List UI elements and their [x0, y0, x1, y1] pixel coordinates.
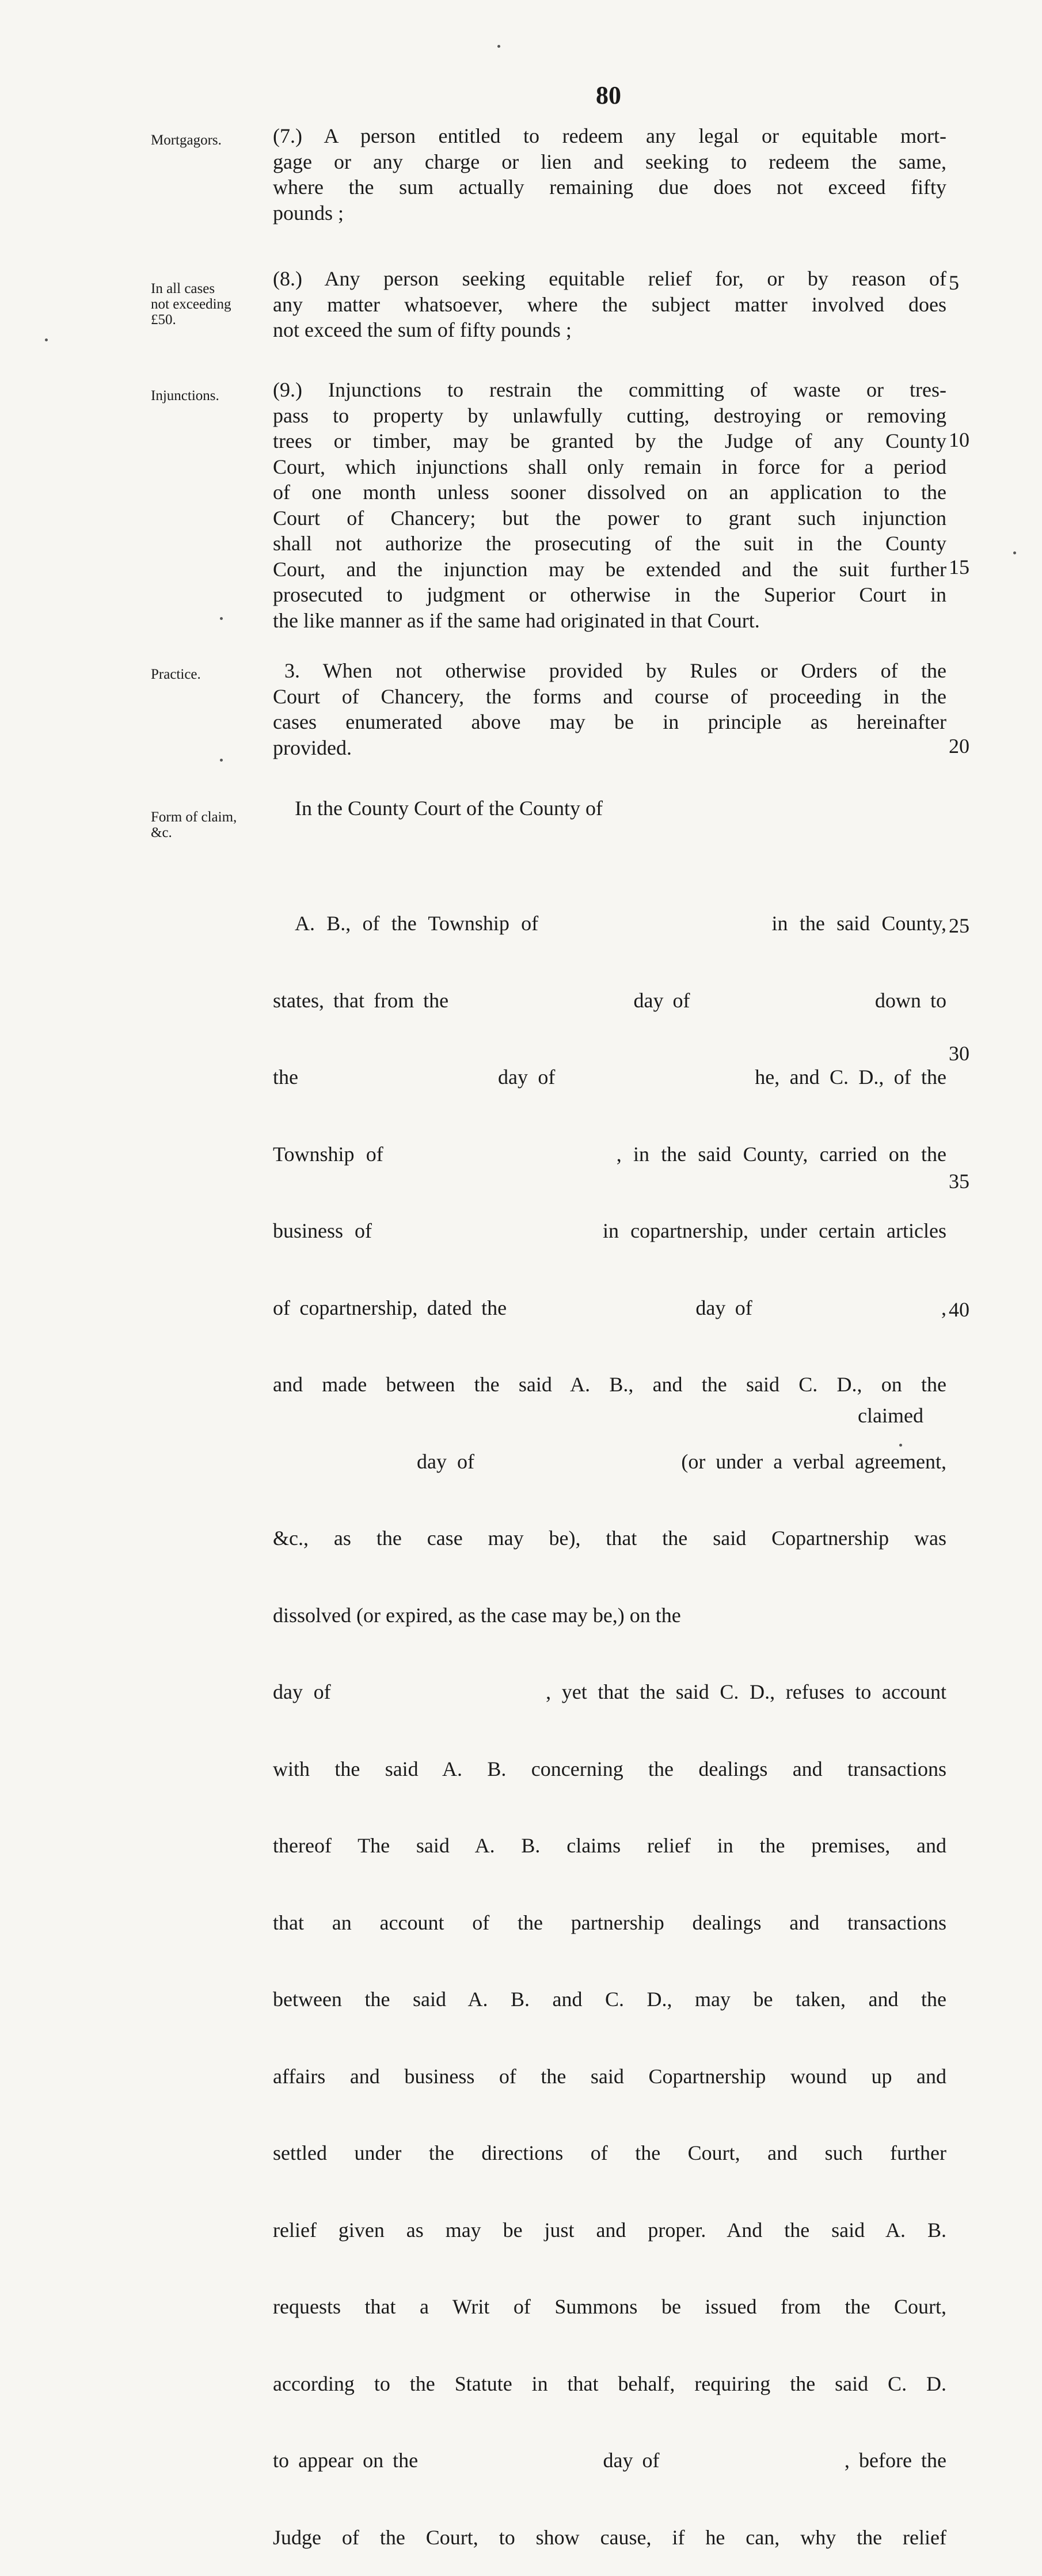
line-number: 35	[949, 1170, 969, 1193]
line-number: 25	[949, 914, 969, 937]
line-number: 10	[949, 428, 969, 451]
margin-note-fifty-pounds: In all cases not exceeding £50.	[151, 281, 231, 328]
line-number: 30	[949, 1042, 969, 1065]
print-speck	[497, 45, 500, 48]
print-speck	[220, 759, 223, 762]
margin-note-mortgagors: Mortgagors.	[151, 132, 222, 148]
margin-note-injunctions: Injunctions.	[151, 388, 219, 404]
margin-note-form-of-claim: Form of claim, &c.	[151, 809, 237, 840]
paragraph-equitable-relief: (8.) Any person seeking equitable relief for, or by reason of any matter whatsoever, where the subject matter involved does not exceed the sum of fifty pounds ;	[273, 267, 946, 341]
paragraph-form-of-claim: A. B., of the Township of in the said County, states, that from the day of down to the day of he, and C. D., of the Township of , in the said County, carried on the business of in copartnership, under certain articles of copartnership, dated the day of , and made between the said A. B., and the said C. D., on the day of (or under a verbal agreement, &c., as the case may be), that the said Copartnership was dissolved (or expired, as the case may be,) on the day of , yet that the said C. D., refuses to account with the said A. B. concerning the dealings and transactions thereof The said A. B. claims relief in the premises, and that an account of the partnership dealings and transactions between the said A. B. and C. D., may be taken, and the affairs and business of the said Copartnership wound up and settled under the directions of the Court, and such further relief given as may be just and proper. And the said A. B. requests that a Writ of Summons be issued from the Court, according to the Statute in that behalf, requiring the said C. D. to appear on the day of , before the Judge of the Court, to show cause, if he can, why the relief	[273, 912, 946, 2549]
page-number: 80	[596, 81, 621, 109]
paragraph-mortgagors: (7.) A person entitled to redeem any legal or equitable mort- gage or any charge or lien and seeking to redeem the same, where the sum actually remaining due does not exceed fifty pounds ;	[273, 124, 946, 225]
paragraph-practice: 3. When not otherwise provided by Rules or Orders of the Court of Chancery, the forms and course of proceeding in the cases enumerated above may be in principle as hereinafter provided.	[273, 659, 946, 759]
paragraph-injunctions: (9.) Injunctions to restrain the committing of waste or tres- pass to property by unlawfully cutting, destroying or removing trees or timber, may be granted by the Judge of any County Court, which injunctions shall only remain in force for a period of one month unless sooner dissolved on an application to the Court of Chancery; but the power to grant such injunction shall not authorize the prosecuting of the suit in the County Court, and the injunction may be extended and the suit further prosecuted to judgment or otherwise in the Superior Court in the like manner as if the same had originated in that Court.	[273, 378, 946, 632]
catchword: claimed	[858, 1404, 923, 1427]
line-number: 20	[949, 735, 969, 758]
line-number: 40	[949, 1298, 969, 1321]
print-speck	[220, 617, 223, 620]
form-heading: In the County Court of the County of	[295, 797, 603, 820]
print-speck	[899, 1444, 902, 1447]
print-speck	[45, 338, 48, 341]
line-number: 5	[949, 271, 959, 294]
margin-note-practice: Practice.	[151, 667, 201, 682]
line-number: 15	[949, 555, 969, 579]
print-speck	[1013, 551, 1016, 554]
